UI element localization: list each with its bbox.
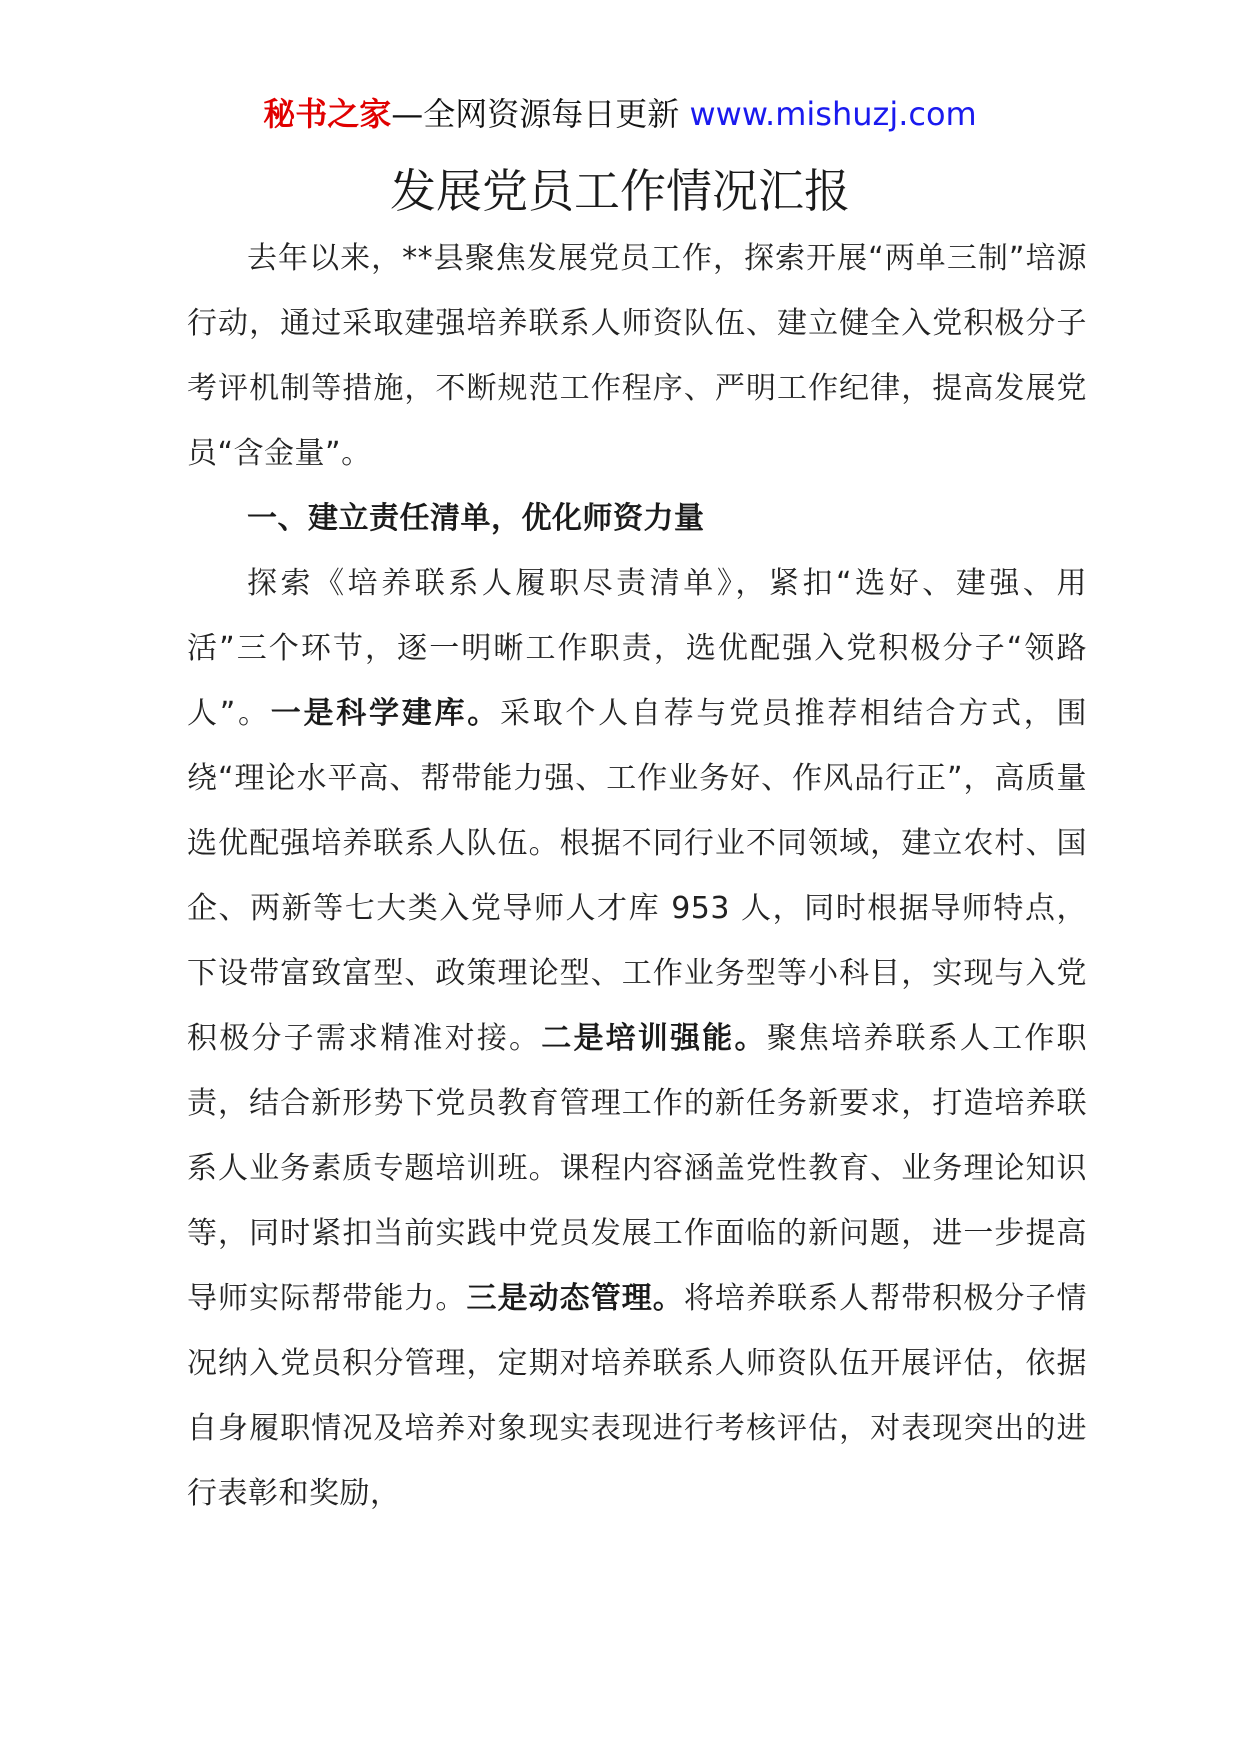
paragraph-text: 探索《培养联系人履职尽责清单》，紧扣“选好、建强、用活”三个环节，逐一明晰工作职责，选优配强入党积极分子“领路人”。: [187, 566, 1087, 731]
paragraph-text: 采取个人自荐与党员推荐相结合方式，围绕“理论水平高、帮带能力强、工作业务好、作风品行正”，高质量选优配强培养联系人队伍。根据不同行业不同领域，建立农村、国企、两新等七大类入党导师人才库 953 人，同时根据导师特点，下设带富致富型、政策理论型、工作业务型等小科目，实现与入党积极分子需求精准对接。: [187, 696, 1088, 1056]
site-banner: [0, 92, 1240, 136]
paragraph-text: 将培养联系人帮带积极分子情况纳入党员积分管理，定期对培养联系人师资队伍开展评估，依据自身履职情况及培养对象现实表现进行考核评估，对表现突出的进行表彰和奖励，: [187, 1281, 1088, 1511]
bold-lead-3: 三是动态管理。: [466, 1281, 684, 1316]
bold-lead-2: 二是培训强能。: [541, 1021, 767, 1056]
bold-lead-1: 一是科学建库。: [270, 696, 500, 731]
document-title: 发展党员工作情况汇报: [390, 164, 850, 218]
brand-name: 秘书之家: [263, 95, 392, 133]
section-paragraph: [187, 551, 1087, 1526]
site-url-link[interactable]: www.mishuzj.com: [689, 95, 977, 133]
document-body: [187, 226, 1087, 1526]
banner-slogan: —全网资源每日更新: [391, 95, 680, 133]
intro-paragraph: 去年以来，**县聚焦发展党员工作，探索开展“两单三制”培源行动，通过采取建强培养联系人师资队伍、建立健全入党积极分子考评机制等措施，不断规范工作程序、严明工作纪律，提高发展党员“含金量”。: [187, 241, 1087, 471]
paragraph-text: 聚焦培养联系人工作职责，结合新形势下党员教育管理工作的新任务新要求，打造培养联系人业务素质专题培训班。课程内容涵盖党性教育、业务理论知识等，同时紧扣当前实践中党员发展工作面临的新问题，进一步提高导师实际帮带能力。: [187, 1021, 1088, 1316]
section-heading: 一、建立责任清单，优化师资力量: [247, 501, 705, 536]
